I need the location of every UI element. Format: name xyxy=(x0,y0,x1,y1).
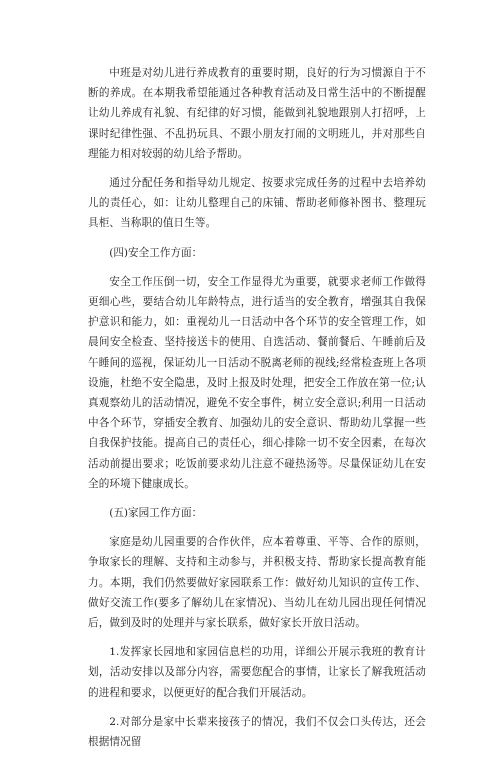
heading-home-school: (五)家园工作方面： xyxy=(109,507,203,520)
paragraph-safety: 安全工作压倒一切，安全工作显得尤为重要，就要求老师工作做得更细心些，要结合幼儿年龄特点，进行适当的安全教育，增强其自我保护意识和能力，如：重视幼儿一日活动中各个环节的安全管理工作，如晨间安全检查、坚持接送卡的使用、自选活动、餐前餐后、午睡前后及午睡间的巡视，保证幼儿一日活动不脱离老师的视线;经常检查班上各项设施，杜绝不安全隐患，及时上报及时处理，把安全工作放在第一位;认真观察幼儿的活动情况，避免不安全事件，树立安全意识;利用一日活动中各个环节，穿插安全教育、加强幼儿的安全意识、帮助幼儿掌握一些自我保护技能。提高自己的责任心，细心排除一切不安全因素，在每次活动前提出要求；吃饭前要求幼儿注意不碰热汤等。尽量保证幼儿在安全的环境下健康成长。 xyxy=(88,275,426,490)
paragraph-item-2: 2.对部分是家中长辈来接孩子的情况，我们不仅会口头传达，还会根据情况留 xyxy=(88,715,426,749)
document-body xyxy=(88,63,426,761)
heading-safety: (四)安全工作方面： xyxy=(109,246,203,259)
paragraph-habits: 中班是对幼儿进行养成教育的重要时期，良好的行为习惯源自于不断的养成。在本期我希望能通过各种教育活动及日常生活中的不断提醒让幼儿养成有礼貌、有纪律的好习惯，能做到礼貌地跟别人打招呼，上课时纪律性强、不乱扔玩具、不跟小朋友打闹的文明班儿，并对那些自理能力相对较弱的幼儿给予帮助。 xyxy=(88,67,426,160)
paragraph-item-1: 1.发挥家长园地和家园信息栏的功用，详细公开展示我班的教育计划，活动安排以及部分内容，需要您配合的事情，让家长了解我班活动的进程和要求，以便更好的配合我们开展活动。 xyxy=(88,646,426,699)
paragraph-responsibility: 通过分配任务和指导幼儿规定、按要求完成任务的过程中去培养幼儿的责任心，如：让幼儿整理自己的床铺、帮助老师修补图书、整理玩具柜、当称职的值日生等。 xyxy=(88,177,426,230)
paragraph-home-school: 家庭是幼儿园重要的合作伙伴，应本着尊重、平等、合作的原则，争取家长的理解、支持和主动参与，并积极支持、帮助家长提高教育能力。本期，我们仍然要做好家园联系工作：做好幼儿知识的宣传工作、做好交流工作(要多了解幼儿在家情况)、当幼儿在幼儿园出现任何情况后，做到及时的处理并与家长联系，做好家长开放日活动。 xyxy=(88,536,426,630)
